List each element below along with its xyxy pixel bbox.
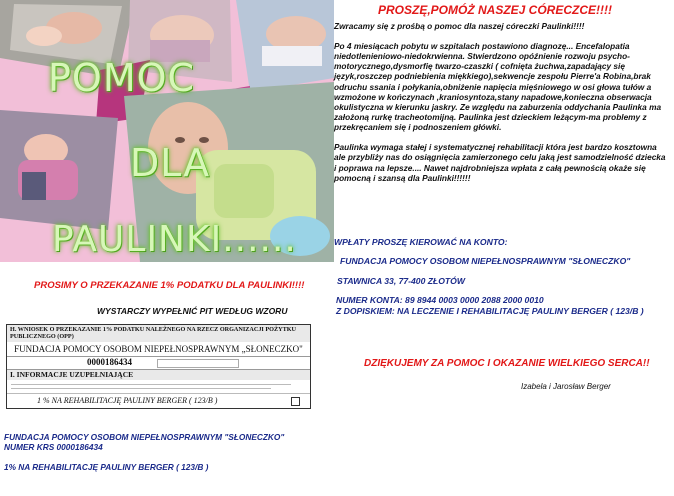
appeal-paragraph: Paulinka wymaga stałej i systematycznej rehabilitacji która jest bardzo kosztowna ale przybliży nas do osiągnięcia zamierzonego celu jaką jest samodzielność dziecka i poprawa na lepsze.... Nawet najdrobniejsza wpłata z całą pewnością okaże się pomocną i szansą dla Paulinki!!!!!!: [334, 142, 666, 183]
collage-title-word-1: POMOC: [48, 56, 196, 100]
payment-note: Z DOPISKIEM: NA LECZENIE I REHABILITACJĘ PAULINY BERGER ( 123/B ): [336, 306, 644, 316]
form-org-name: FUNDACJA POMOCY OSOBOM NIEPEŁNOSPRAWNYM „SŁONECZKO": [7, 343, 310, 357]
form-section-h: H. WNIOSEK O PRZEKAZANIE 1% PODATKU NALEŻNEGO NA RZECZ ORGANIZACJI POŻYTKU PUBLICZNEGO (OPP): [7, 325, 310, 342]
payment-info: [334, 236, 670, 316]
appeal-title: PROSZĘ,POMÓŻ NASZEJ CÓRECZCE!!!!: [378, 3, 613, 17]
payment-address: STAWNICA 33, 77-400 ZŁOTÓW: [337, 276, 465, 286]
photo-collage: [0, 0, 334, 262]
form-small-print: [7, 381, 310, 394]
payment-foundation: FUNDACJA POMOCY OSOBOM NIEPEŁNOSPRAWNYM "SŁONECZKO": [340, 256, 631, 266]
bottom-foundation: FUNDACJA POMOCY OSOBOM NIEPEŁNOSPRAWNYM "SŁONECZKO": [4, 432, 285, 442]
payment-heading: WPŁATY PROSZĘ KIEROWAĆ NA KONTO:: [334, 237, 508, 247]
form-box: [157, 359, 239, 368]
form-section-i: I. INFORMACJE UZUPEŁNIAJĄCE: [7, 370, 310, 380]
bottom-purpose: 1% NA REHABILITACJĘ PAULINY BERGER ( 123/B ): [4, 462, 209, 472]
form-krs: 0000186434: [87, 357, 132, 367]
appeal-paragraph: Zwracamy się z prośbą o pomoc dla naszej córeczki Paulinki!!!!: [334, 21, 585, 31]
pit-form-sample: [6, 324, 311, 409]
tax-request: PROSIMY O PRZEKAZANIE 1% PODATKU DLA PAULINKI!!!!: [34, 280, 305, 291]
form-purpose: 1 % NA REHABILITACJĘ PAULINY BERGER ( 123/B ): [37, 396, 218, 405]
collage-title-word-3: PAULINKI......: [52, 219, 297, 260]
bottom-krs: NUMER KRS 0000186434: [4, 442, 103, 452]
tax-instruction: WYSTARCZY WYPEŁNIĆ PIT WEDŁUG WZORU: [97, 306, 288, 316]
thanks-message: DZIĘKUJEMY ZA POMOC I OKAZANIE WIELKIEGO SERCA!!: [364, 358, 650, 369]
payment-account: NUMER KONTA: 89 8944 0003 0000 2088 2000 0010: [336, 295, 544, 305]
appeal-body: [334, 21, 670, 193]
appeal-paragraph: Po 4 miesiącach pobytu w szpitalach postawiono diagnozę... Encefalopatia niedotlenieniowo-niedokrwienna. Stwierdzono opóźnienie rozwoju psycho-motorycznego,dysmorfię twarzo-czaszki ( cofnięta żuchwa,zapadający się język,roszczep podniebienia miękkiego),sekwencje zespołu Pierre'a Robina,brak odruchu ssania i połykania,obniżenie napięcia mięśniowego w osi głowa tułów a wzmożone w kończynach ,kraniosyntoza,stany napadowe,konieczna obserwacja okulistyczna w kierunku jaskry. Ze względu na zaburzenia oddychania Paulinka ma założoną rurkę tracheotomijną. Paulinka jest dzieckiem leżącym-ma problemy z przekręcaniem się i podnoszeniem główki.: [334, 40, 662, 133]
signature: Izabela i Jarosław Berger: [521, 382, 611, 391]
form-checkbox: [291, 397, 300, 406]
collage-title-word-2: DLA: [130, 141, 211, 185]
